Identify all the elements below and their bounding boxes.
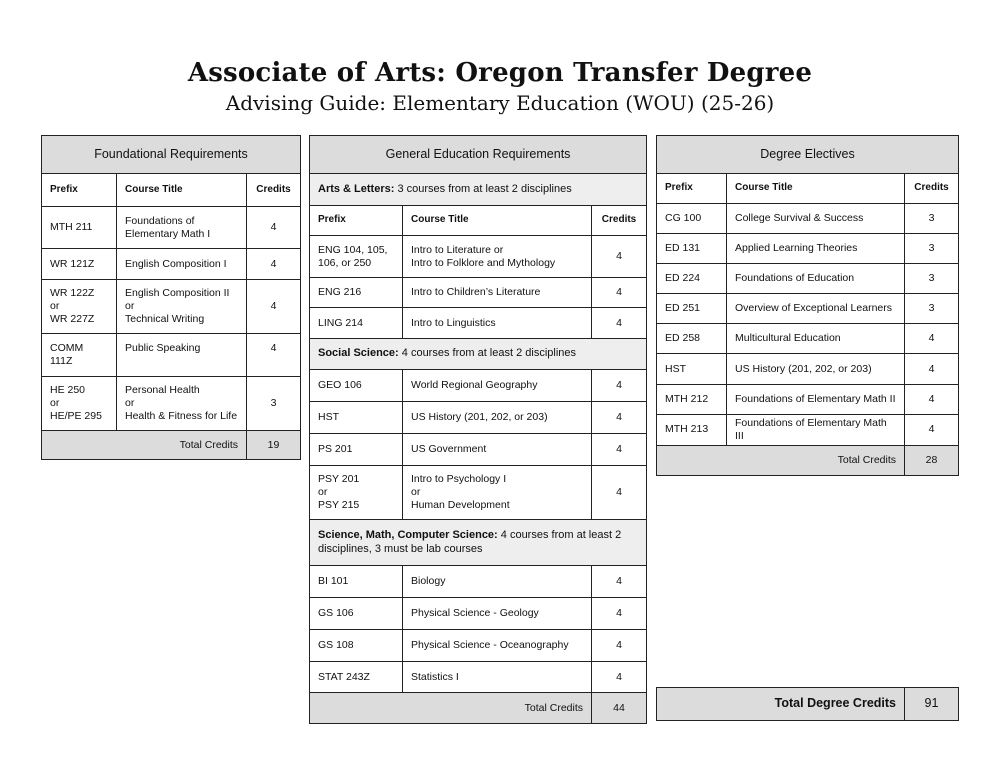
- credits-cell: 4: [592, 308, 647, 339]
- credits-cell: 4: [592, 370, 647, 402]
- col-course: Course Title: [727, 174, 905, 204]
- foundational-table: [41, 135, 301, 460]
- table-row: [310, 466, 647, 520]
- table-row: [657, 354, 959, 385]
- total-value: 44: [592, 693, 647, 724]
- prefix-cell: MTH 211: [42, 207, 117, 249]
- prefix-cell: ED 258: [657, 324, 727, 354]
- total-row: [42, 431, 301, 460]
- table-row: [310, 370, 647, 402]
- prefix-cell: PS 201: [310, 434, 403, 466]
- col-prefix: Prefix: [657, 174, 727, 204]
- prefix-cell: GS 108: [310, 630, 403, 662]
- science-desc: 4 courses from at least 2 disciplines, 3 must be lab courses: [318, 529, 622, 555]
- section-science: [310, 520, 647, 566]
- credits-cell: 3: [905, 234, 959, 264]
- course-cell: Intro to Psychology I or Human Development: [403, 466, 592, 520]
- credits-cell: 4: [247, 334, 301, 377]
- course-cell: Overview of Exceptional Learners: [727, 294, 905, 324]
- prefix-cell: GS 106: [310, 598, 403, 630]
- prefix-cell: HST: [310, 402, 403, 434]
- course-cell: Intro to Linguistics: [403, 308, 592, 339]
- credits-cell: 4: [905, 385, 959, 415]
- section-social: [310, 339, 647, 370]
- table-row: [657, 204, 959, 234]
- prefix-cell: ED 251: [657, 294, 727, 324]
- social-desc: 4 courses from at least 2 disciplines: [398, 347, 577, 360]
- credits-cell: 4: [247, 207, 301, 249]
- table-row: [657, 385, 959, 415]
- col-course: Course Title: [117, 174, 247, 207]
- page-title: Associate of Arts: Oregon Transfer Degree: [187, 58, 813, 88]
- electives-table: [656, 135, 959, 476]
- total-label: Total Credits: [42, 431, 247, 460]
- prefix-cell: ENG 104, 105, 106, or 250: [310, 236, 403, 278]
- course-cell: Multicultural Education: [727, 324, 905, 354]
- table-row: [42, 334, 301, 377]
- prefix-cell: MTH 212: [657, 385, 727, 415]
- credits-cell: 4: [592, 566, 647, 598]
- credits-cell: 4: [592, 278, 647, 308]
- credits-cell: 4: [247, 280, 301, 334]
- course-cell: Foundations of Elementary Math II: [727, 385, 905, 415]
- total-row: [310, 693, 647, 724]
- course-cell: US History (201, 202, or 203): [403, 402, 592, 434]
- prefix-cell: HST: [657, 354, 727, 385]
- course-cell: US History (201, 202, or 203): [727, 354, 905, 385]
- table-row: [310, 566, 647, 598]
- prefix-cell: ED 224: [657, 264, 727, 294]
- col-credits: Credits: [905, 174, 959, 204]
- course-cell: Physical Science - Oceanography: [403, 630, 592, 662]
- table-row: [310, 278, 647, 308]
- table-row: [310, 598, 647, 630]
- total-label: Total Credits: [310, 693, 592, 724]
- prefix-cell: STAT 243Z: [310, 662, 403, 693]
- credits-cell: 4: [592, 402, 647, 434]
- course-cell: English Composition II or Technical Writing: [117, 280, 247, 334]
- course-cell: Statistics I: [403, 662, 592, 693]
- grand-total-value: 91: [905, 688, 959, 721]
- total-label: Total Credits: [657, 445, 905, 475]
- col-course: Course Title: [403, 206, 592, 236]
- social-label: Social Science:: [318, 347, 399, 360]
- table-row: [42, 249, 301, 280]
- foundational-title: Foundational Requirements: [42, 136, 301, 174]
- total-row: [657, 445, 959, 475]
- credits-cell: 4: [592, 598, 647, 630]
- prefix-cell: WR 122Z or WR 227Z: [42, 280, 117, 334]
- table-row: [310, 236, 647, 278]
- science-label: Science, Math, Computer Science:: [318, 529, 498, 542]
- credits-cell: 4: [592, 434, 647, 466]
- col-credits: Credits: [247, 174, 301, 207]
- credits-cell: 4: [592, 236, 647, 278]
- course-cell: Intro to Literature or Intro to Folklore and Mythology: [403, 236, 592, 278]
- course-cell: Physical Science - Geology: [403, 598, 592, 630]
- col-prefix: Prefix: [42, 174, 117, 207]
- prefix-cell: GEO 106: [310, 370, 403, 402]
- table-row: [310, 308, 647, 339]
- col-credits: Credits: [592, 206, 647, 236]
- col-prefix: Prefix: [310, 206, 403, 236]
- prefix-cell: COMM 111Z: [42, 334, 117, 377]
- total-value: 28: [905, 445, 959, 475]
- credits-cell: 4: [905, 324, 959, 354]
- grand-total-table: [656, 687, 959, 721]
- table-row: [42, 280, 301, 334]
- prefix-cell: PSY 201 or PSY 215: [310, 466, 403, 520]
- table-row: [657, 415, 959, 446]
- table-row: [310, 662, 647, 693]
- credits-cell: 3: [905, 264, 959, 294]
- course-cell: US Government: [403, 434, 592, 466]
- credits-cell: 4: [905, 415, 959, 446]
- prefix-cell: BI 101: [310, 566, 403, 598]
- table-row: [42, 207, 301, 249]
- arts-label: Arts & Letters:: [318, 182, 395, 195]
- prefix-cell: HE 250 or HE/PE 295: [42, 377, 117, 431]
- grand-total-label: Total Degree Credits: [657, 688, 905, 721]
- prefix-cell: ENG 216: [310, 278, 403, 308]
- course-cell: Public Speaking: [117, 334, 247, 377]
- course-cell: Biology: [403, 566, 592, 598]
- course-cell: College Survival & Success: [727, 204, 905, 234]
- course-cell: Applied Learning Theories: [727, 234, 905, 264]
- credits-cell: 3: [905, 294, 959, 324]
- credits-cell: 4: [905, 354, 959, 385]
- table-row: [42, 377, 301, 431]
- table-row: [310, 434, 647, 466]
- general-title: General Education Requirements: [310, 136, 647, 174]
- credits-cell: 4: [247, 249, 301, 280]
- course-cell: Intro to Children’s Literature: [403, 278, 592, 308]
- electives-title: Degree Electives: [657, 136, 959, 174]
- arts-desc: 3 courses from at least 2 disciplines: [394, 182, 572, 195]
- credits-cell: 4: [592, 466, 647, 520]
- section-arts: [310, 174, 647, 206]
- table-row: [657, 264, 959, 294]
- credits-cell: 3: [905, 204, 959, 234]
- prefix-cell: WR 121Z: [42, 249, 117, 280]
- credits-cell: 4: [592, 662, 647, 693]
- page-subtitle: Advising Guide: Elementary Education (WOU) (25-26): [225, 91, 775, 115]
- credits-cell: 3: [247, 377, 301, 431]
- general-education-table: [309, 135, 647, 724]
- credits-cell: 4: [592, 630, 647, 662]
- course-cell: English Composition I: [117, 249, 247, 280]
- prefix-cell: CG 100: [657, 204, 727, 234]
- table-row: [657, 294, 959, 324]
- course-cell: Personal Health or Health & Fitness for Life: [117, 377, 247, 431]
- table-row: [310, 630, 647, 662]
- course-cell: Foundations of Elementary Math III: [727, 415, 905, 446]
- total-value: 19: [247, 431, 301, 460]
- prefix-cell: ED 131: [657, 234, 727, 264]
- prefix-cell: LING 214: [310, 308, 403, 339]
- table-row: [657, 234, 959, 264]
- course-cell: Foundations of Education: [727, 264, 905, 294]
- prefix-cell: MTH 213: [657, 415, 727, 446]
- table-row: [310, 402, 647, 434]
- course-cell: World Regional Geography: [403, 370, 592, 402]
- table-row: [657, 324, 959, 354]
- course-cell: Foundations of Elementary Math I: [117, 207, 247, 249]
